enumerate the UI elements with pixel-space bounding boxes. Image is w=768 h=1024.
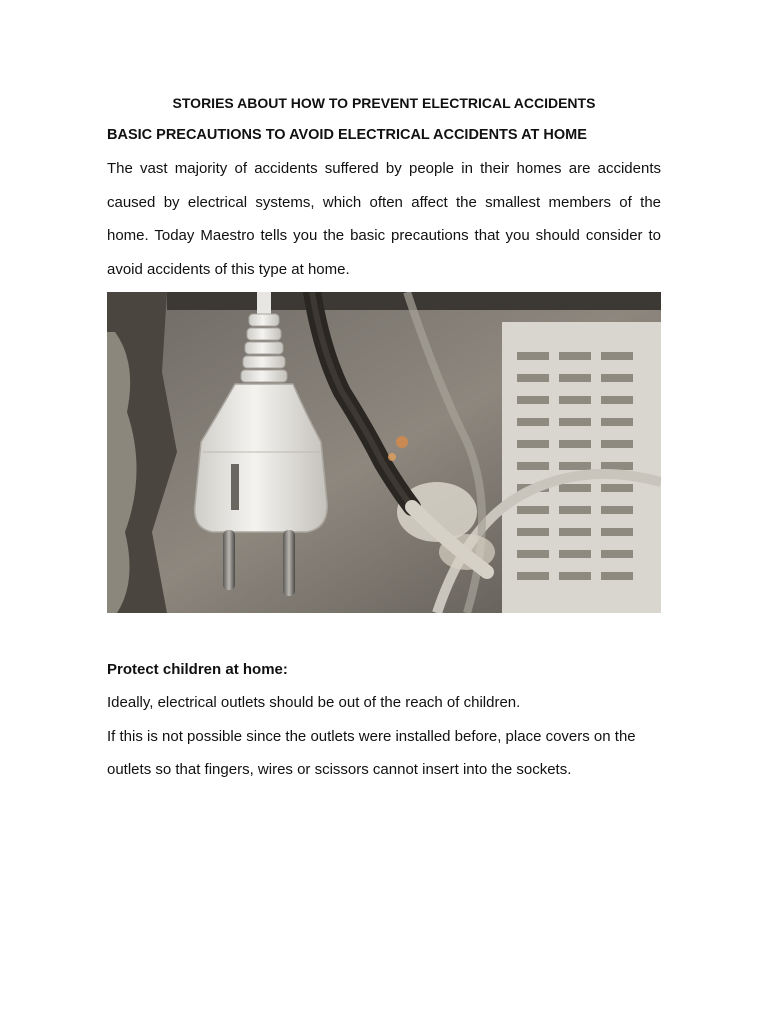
subheading-protect-children: Protect children at home: bbox=[107, 661, 288, 678]
section-heading: BASIC PRECAUTIONS TO AVOID ELECTRICAL ACCIDENTS AT HOME bbox=[107, 127, 587, 143]
paragraph-outlets-reach: Ideally, electrical outlets should be out of the reach of children. bbox=[107, 694, 521, 711]
burnt-cable-and-plug-photo bbox=[107, 292, 661, 613]
intro-paragraph: The vast majority of accidents suffered by people in their homes are accidents caused by electrical systems, which often affect the smallest members of the home. Today Maestro tells you the basic precautions that you should consider to avoid accidents of this type at home. bbox=[107, 160, 661, 278]
paragraph-outlet-covers: If this is not possible since the outlets were installed before, place covers on the outlets so that fingers, wires or scissors cannot insert into the sockets. bbox=[107, 727, 636, 778]
document-title: STORIES ABOUT HOW TO PREVENT ELECTRICAL ACCIDENTS bbox=[172, 95, 596, 111]
document-page bbox=[107, 88, 661, 787]
